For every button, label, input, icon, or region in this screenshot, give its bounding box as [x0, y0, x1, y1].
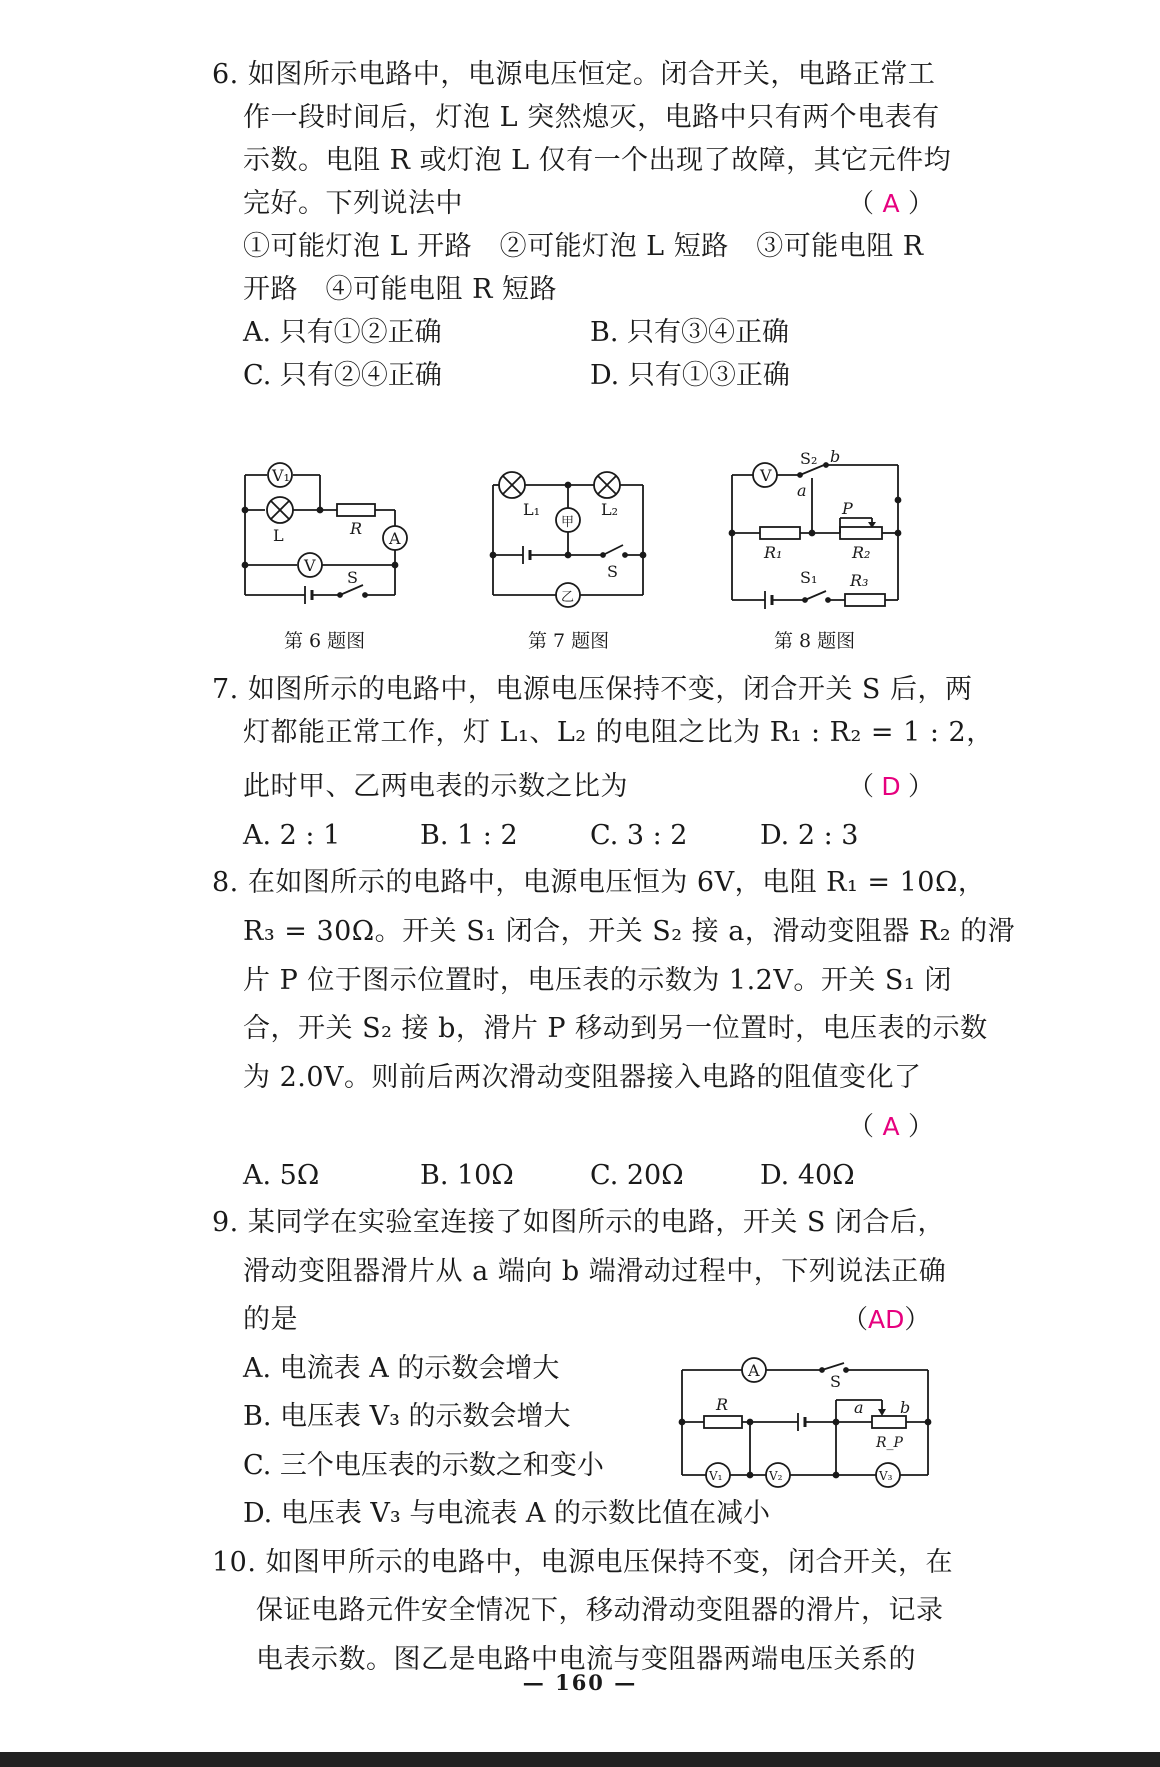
q9-option-c: C. 三个电压表的示数之和变小 — [243, 1450, 604, 1481]
q9-line-3: 的是 — [243, 1304, 298, 1335]
fig8-label-s1: S₁ — [800, 568, 818, 587]
fig9-label-rp: R_P — [876, 1435, 903, 1451]
fig9-label-b: b — [900, 1398, 911, 1417]
fig7-label-yi: 乙 — [561, 590, 575, 605]
fig8-label-b: b — [830, 450, 841, 466]
q10-line-3: 电表示数。图乙是电路中电流与变阻器两端电压关系的 — [256, 1644, 916, 1675]
figure-6-caption: 第 6 题图 — [284, 630, 366, 652]
fig9-label-ammeter: A — [748, 1361, 760, 1380]
fig8-label-voltmeter: V — [760, 466, 772, 485]
fig6-label-lamp: L — [273, 526, 284, 545]
fig9-label-v1: V₁ — [709, 1469, 723, 1483]
fig7-label-switch: S — [607, 562, 618, 581]
fig9-label-v3: V₃ — [879, 1469, 893, 1483]
q6-line-2: 作一段时间后，灯泡 L 突然熄灭，电路中只有两个电表有 — [243, 102, 940, 133]
fig6-label-voltmeter: V — [304, 556, 316, 575]
q7-option-c: C. 3 : 2 — [590, 820, 688, 851]
fig8-label-r2: R₂ — [852, 543, 871, 562]
fig6-label-ammeter: A — [389, 529, 401, 548]
fig9-label-resistor: R — [716, 1395, 729, 1414]
fig6-label-resistor: R — [350, 519, 363, 538]
q9-line-1: 9. 某同学在实验室连接了如图所示的电路，开关 S 闭合后， — [212, 1207, 946, 1238]
q7-answer-bracket: （ D ） — [848, 772, 935, 802]
q8-line-5: 为 2.0V。则前后两次滑动变阻器接入电路的阻值变化了 — [243, 1062, 922, 1093]
q8-line-3: 片 P 位于图示位置时，电压表的示数为 1.2V。开关 S₁ 闭 — [243, 965, 952, 996]
q6-answer-bracket: （ A ） — [848, 189, 935, 219]
fig6-label-switch: S — [347, 568, 358, 587]
q6-line-3: 示数。电阻 R 或灯泡 L 仅有一个出现了故障，其它元件均 — [243, 145, 952, 176]
q7-option-a: A. 2 : 1 — [243, 820, 341, 851]
figure-7-caption: 第 7 题图 — [528, 630, 610, 652]
page-number: — 160 — — [522, 1670, 638, 1695]
q6-option-c: C. 只有②④正确 — [243, 360, 442, 391]
q9-option-b: B. 电压表 V₃ 的示数会增大 — [243, 1401, 571, 1432]
fig8-label-r3: R₃ — [850, 571, 869, 590]
fig6-label-v1: V₁ — [272, 466, 290, 485]
q6-line-4: 完好。下列说法中 — [243, 188, 463, 219]
q8-line-1: 8. 在如图所示的电路中，电源电压恒为 6V，电阻 R₁ = 10Ω， — [212, 867, 986, 898]
fig7-label-jia: 甲 — [561, 515, 575, 530]
q8-answer-bracket: （ A ） — [848, 1112, 935, 1142]
fig9-label-a: a — [854, 1398, 864, 1417]
q9-option-a: A. 电流表 A 的示数会增大 — [243, 1353, 560, 1384]
figure-6-circuit — [235, 455, 410, 605]
fig8-label-r1: R₁ — [764, 543, 783, 562]
q8-option-b: B. 10Ω — [420, 1160, 514, 1191]
fig8-label-p: P — [842, 499, 853, 518]
q7-line-2: 灯都能正常工作，灯 L₁、L₂ 的电阻之比为 R₁ : R₂ = 1 : 2， — [243, 717, 994, 748]
fig7-label-l2: L₂ — [601, 500, 619, 519]
q6-line-1: 6. 如图所示电路中，电源电压恒定。闭合开关，电路正常工 — [212, 59, 936, 90]
figure-7-circuit — [483, 465, 653, 610]
q7-option-d: D. 2 : 3 — [760, 820, 859, 851]
q8-line-2: R₃ = 30Ω。开关 S₁ 闭合，开关 S₂ 接 a，滑动变阻器 R₂ 的滑 — [243, 916, 1016, 947]
figure-8-circuit — [720, 450, 910, 610]
q10-line-1: 10. 如图甲所示的电路中，电源电压保持不变，闭合开关，在 — [212, 1547, 954, 1578]
q9-answer-bracket: （AD） — [842, 1305, 931, 1335]
q8-line-4: 合，开关 S₂ 接 b，滑片 P 移动到另一位置时，电压表的示数 — [243, 1013, 988, 1044]
figure-8-caption: 第 8 题图 — [774, 630, 856, 652]
fig8-label-s2: S₂ — [800, 450, 818, 468]
q7-answer: D — [881, 772, 901, 801]
q7-option-b: B. 1 : 2 — [420, 820, 518, 851]
figure-9-circuit — [670, 1355, 935, 1490]
q6-option-d: D. 只有①③正确 — [590, 360, 790, 391]
q6-line-6: 开路 ④可能电阻 R 短路 — [243, 274, 557, 305]
q6-line-5: ①可能灯泡 L 开路 ②可能灯泡 L 短路 ③可能电阻 R — [243, 231, 924, 262]
q8-option-c: C. 20Ω — [590, 1160, 684, 1191]
q8-option-d: D. 40Ω — [760, 1160, 855, 1191]
q6-option-b: B. 只有③④正确 — [590, 317, 790, 348]
q9-option-d: D. 电压表 V₃ 与电流表 A 的示数比值在减小 — [243, 1498, 771, 1529]
bottom-edge-bar — [0, 1752, 1160, 1767]
q6-answer: A — [882, 189, 900, 218]
q7-line-3: 此时甲、乙两电表的示数之比为 — [243, 771, 628, 802]
q10-line-2: 保证电路元件安全情况下，移动滑动变阻器的滑片，记录 — [256, 1595, 944, 1626]
q7-line-1: 7. 如图所示的电路中，电源电压保持不变，闭合开关 S 后，两 — [212, 674, 973, 705]
q6-option-a: A. 只有①②正确 — [243, 317, 442, 348]
q9-answer: AD — [868, 1305, 905, 1334]
q9-line-2: 滑动变阻器滑片从 a 端向 b 端滑动过程中，下列说法正确 — [243, 1256, 947, 1287]
q8-answer: A — [882, 1112, 900, 1141]
q8-option-a: A. 5Ω — [243, 1160, 320, 1191]
fig9-label-switch: S — [830, 1372, 841, 1391]
fig8-label-a: a — [797, 481, 807, 500]
fig7-label-l1: L₁ — [523, 500, 541, 519]
fig9-label-v2: V₂ — [769, 1469, 783, 1483]
